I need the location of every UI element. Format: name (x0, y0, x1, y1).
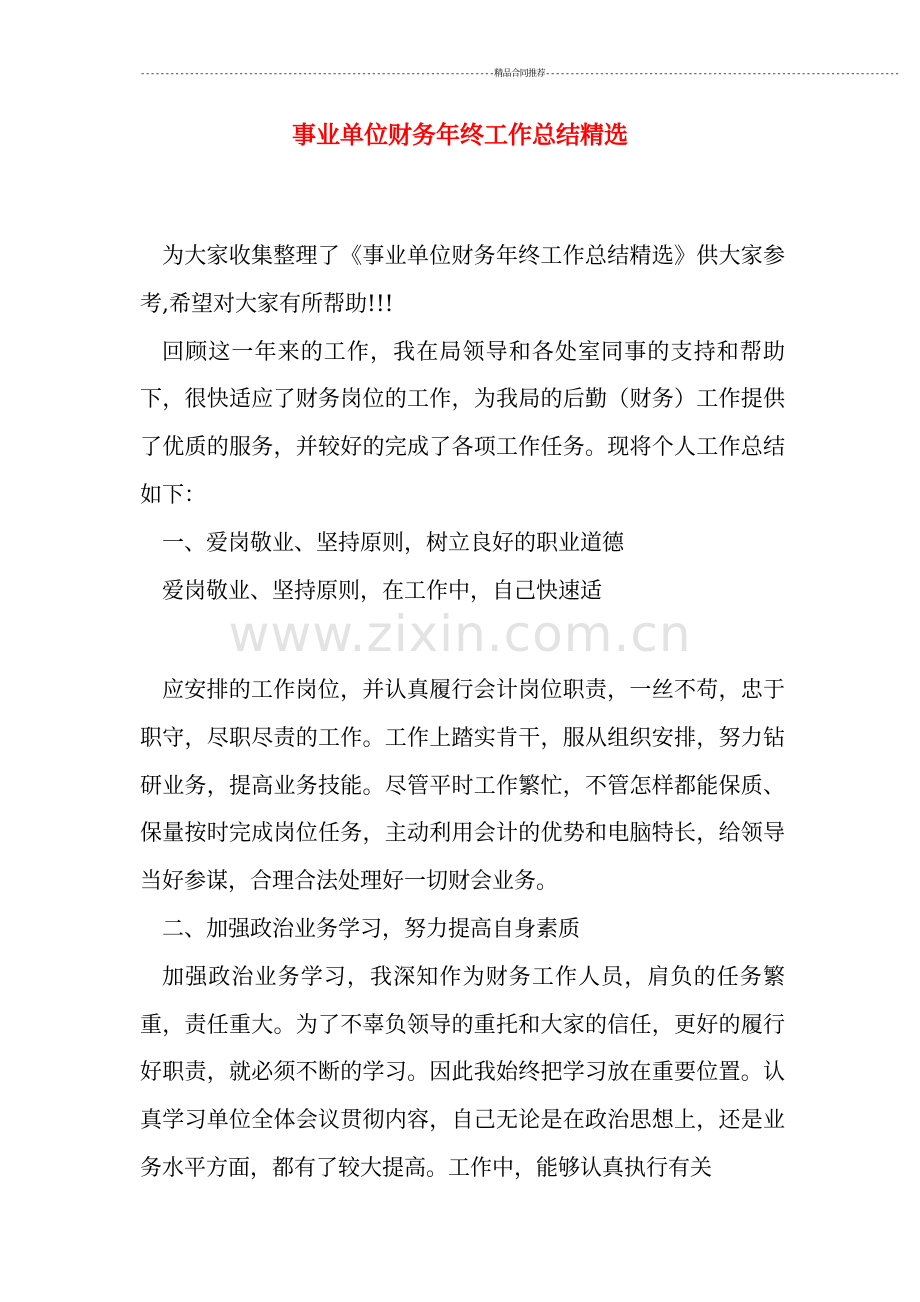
section-heading: 二、加强政治业务学习，努力提高自身素质 (162, 916, 581, 942)
header-banner: ------------------------------------------------------------------------精品合同推荐------------------------------------------------------------------------ (140, 69, 900, 79)
body-section-a (140, 233, 785, 615)
section-heading: 一、爱岗敬业、坚持原则，树立良好的职业道德 (162, 530, 625, 556)
body-paragraph: 加强政治业务学习，我深知作为财务工作人员，肩负的任务繁重，责任重大。为了不辜负领导的重托和大家的信任，更好的履行好职责，就必须不断的学习。因此我始终把学习放在重要位置。认真学习单位全体会议贯彻内容，自己无论是在政治思想上，还是业务水平方面，都有了较大提高。工作中，能够认真执行有关 (140, 964, 785, 1181)
body-paragraph: 爱岗敬业、坚持原则，在工作中，自己快速适 (162, 578, 603, 604)
document-title: 事业单位财务年终工作总结精选 (292, 121, 628, 149)
body-paragraph: 应安排的工作岗位，并认真履行会计岗位职责，一丝不苟，忠于职守，尽职尽责的工作。工作上踏实肯干，服从组织安排，努力钻研业务，提高业务技能。尽管平时工作繁忙，不管怎样都能保质、保量按时完成岗位任务，主动利用会计的优势和电脑特长，给领导当好参谋，合理合法处理好一切财会业务。 (140, 678, 785, 895)
body-section-b (140, 667, 785, 1193)
body-paragraph: 回顾这一年来的工作，我在局领导和各处室同事的支持和帮助下，很快适应了财务岗位的工作，为我局的后勤（财务）工作提供了优质的服务，并较好的完成了各项工作任务。现将个人工作总结如下： (140, 339, 785, 508)
watermark: www.zixin.com.cn (228, 605, 692, 663)
body-paragraph: 为大家收集整理了《事业单位财务年终工作总结精选》供大家参考,希望对大家有所帮助!!! (140, 244, 785, 317)
